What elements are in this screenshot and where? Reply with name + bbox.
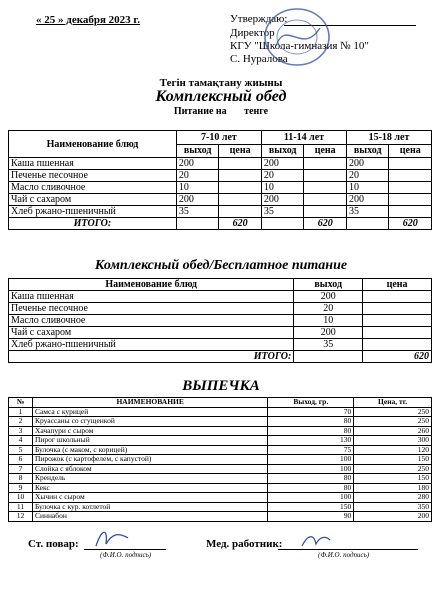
- header-output: выход: [294, 279, 363, 291]
- header-price: цена: [363, 279, 432, 291]
- table-row: [9, 436, 432, 446]
- table-row: [9, 339, 432, 351]
- header-price: цена: [219, 144, 262, 158]
- complex-lunch-title: Комплексный обед: [155, 88, 287, 105]
- item-name: Булочка с кур. котлетой: [32, 502, 267, 512]
- price-value: 250: [354, 464, 432, 474]
- price-value: [219, 182, 262, 194]
- item-name: Хычин с сыром: [32, 493, 267, 503]
- header-price: Цена, тг.: [354, 398, 432, 408]
- output-value: 80: [268, 474, 354, 484]
- row-number: 3: [9, 426, 33, 436]
- free-lunch-table: [8, 278, 432, 363]
- dish-name: Печенье песочное: [9, 303, 294, 315]
- row-number: 6: [9, 455, 33, 465]
- output-value: 10: [261, 182, 304, 194]
- medic-signature-line: [278, 549, 418, 550]
- table-row: [9, 315, 432, 327]
- price-value: [389, 182, 432, 194]
- total-value: 620: [363, 351, 432, 363]
- output-value: 10: [294, 315, 363, 327]
- table-row: [9, 158, 432, 170]
- output-value: 200: [176, 194, 219, 206]
- item-name: Хачапури с сыром: [32, 426, 267, 436]
- row-number: 9: [9, 483, 33, 493]
- row-number: 12: [9, 512, 33, 522]
- medic-label: Мед. работник:: [206, 538, 283, 550]
- medic-signature: [300, 528, 332, 550]
- table-row: [9, 194, 432, 206]
- output-value: 200: [261, 194, 304, 206]
- table-row: [9, 170, 432, 182]
- output-value: 100: [268, 493, 354, 503]
- dish-name: Каша пшенная: [9, 291, 294, 303]
- output-value: 20: [346, 170, 389, 182]
- output-value: 100: [268, 455, 354, 465]
- row-number: 11: [9, 502, 33, 512]
- total-value: 620: [304, 218, 347, 230]
- price-value: [304, 194, 347, 206]
- price-value: [363, 291, 432, 303]
- price-value: [219, 194, 262, 206]
- output-value: 10: [176, 182, 219, 194]
- item-name: Синнабон: [32, 512, 267, 522]
- price-value: [363, 303, 432, 315]
- output-value: 200: [346, 194, 389, 206]
- header-price: цена: [304, 144, 347, 158]
- output-value: 80: [268, 417, 354, 427]
- header-name: НАИМЕНОВАНИЕ: [32, 398, 267, 408]
- school-stamp: [262, 6, 332, 68]
- price-value: [363, 327, 432, 339]
- price-value: 150: [354, 455, 432, 465]
- age-group-7-10: 7-10 лет: [176, 131, 261, 145]
- item-name: Самса с курицей: [32, 407, 267, 417]
- total-value: 620: [219, 218, 262, 230]
- nutrition-subtitle: Питание на тенге: [173, 106, 269, 117]
- dish-name: Чай с сахаром: [9, 327, 294, 339]
- table-row: [9, 483, 432, 493]
- age-group-11-14: 11-14 лет: [261, 131, 346, 145]
- cook-label: Ст. повар:: [28, 538, 79, 550]
- output-value: 20: [261, 170, 304, 182]
- price-value: [389, 206, 432, 218]
- item-name: Слойка с яблоком: [32, 464, 267, 474]
- age-group-15-18: 15-18 лет: [346, 131, 431, 145]
- price-value: [389, 194, 432, 206]
- table-row: [9, 455, 432, 465]
- price-value: 250: [354, 417, 432, 427]
- price-value: [219, 206, 262, 218]
- cook-signature: [92, 524, 132, 552]
- row-number: 1: [9, 407, 33, 417]
- table-row: [9, 182, 432, 194]
- price-value: 300: [354, 436, 432, 446]
- price-value: 280: [354, 493, 432, 503]
- table-row: [9, 206, 432, 218]
- price-value: [304, 182, 347, 194]
- price-value: [389, 170, 432, 182]
- price-value: 120: [354, 445, 432, 455]
- approve-label: Утверждаю:: [230, 13, 288, 25]
- total-row: [9, 351, 432, 363]
- table-row: [9, 417, 432, 427]
- output-value: 80: [268, 483, 354, 493]
- output-value: 70: [268, 407, 354, 417]
- row-number: 4: [9, 436, 33, 446]
- director-name: С. Нуралова: [230, 53, 288, 65]
- header-price: цена: [389, 144, 432, 158]
- dish-name: Масло сливочное: [9, 182, 177, 194]
- total-label: ИТОГО:: [9, 351, 294, 363]
- table-row: [9, 512, 432, 522]
- cook-hint: (Ф.И.О. подпись): [100, 551, 152, 559]
- row-number: 8: [9, 474, 33, 484]
- output-value: 200: [176, 158, 219, 170]
- total-row: [9, 218, 432, 230]
- output-value: 20: [294, 303, 363, 315]
- table-row: [9, 464, 432, 474]
- output-value: 200: [294, 327, 363, 339]
- output-value: 150: [268, 502, 354, 512]
- price-value: [363, 315, 432, 327]
- header-dish: Наименование блюд: [9, 131, 177, 158]
- price-value: [363, 339, 432, 351]
- complex-lunch-table: [8, 130, 432, 230]
- price-value: 200: [354, 512, 432, 522]
- dish-name: Масло сливочное: [9, 315, 294, 327]
- output-value: 35: [176, 206, 219, 218]
- item-name: Пирог школьный: [32, 436, 267, 446]
- medic-hint: (Ф.И.О. подпись): [318, 551, 370, 559]
- dish-name: Печенье песочное: [9, 170, 177, 182]
- output-value: 80: [268, 426, 354, 436]
- table-row: [9, 493, 432, 503]
- free-meal-kz-title: Тегін тамақтану жиыны: [159, 77, 283, 89]
- output-value: 90: [268, 512, 354, 522]
- item-name: Пирожок (с картофелем, с капустой): [32, 455, 267, 465]
- row-number: 10: [9, 493, 33, 503]
- output-value: 100: [268, 464, 354, 474]
- price-value: 180: [354, 483, 432, 493]
- price-value: 250: [354, 407, 432, 417]
- row-number: 5: [9, 445, 33, 455]
- table-row: [9, 303, 432, 315]
- table-row: [9, 502, 432, 512]
- item-name: Крендель: [32, 474, 267, 484]
- price-value: [389, 158, 432, 170]
- output-value: 10: [346, 182, 389, 194]
- price-value: 150: [354, 474, 432, 484]
- menu-date: « 25 » декабря 2023 г.: [36, 14, 140, 26]
- row-number: 2: [9, 417, 33, 427]
- item-name: Булочка (с маком, с корицей): [32, 445, 267, 455]
- row-number: 7: [9, 464, 33, 474]
- output-value: 75: [268, 445, 354, 455]
- table-row: [9, 426, 432, 436]
- bakery-table: [8, 397, 432, 522]
- output-value: 130: [268, 436, 354, 446]
- table-row: [9, 327, 432, 339]
- table-row: [9, 474, 432, 484]
- item-name: Круассаны со сгущенкой: [32, 417, 267, 427]
- header-number: №: [9, 398, 33, 408]
- table-row: [9, 445, 432, 455]
- output-value: 35: [294, 339, 363, 351]
- output-value: 200: [261, 158, 304, 170]
- header-output: Выход, гр.: [268, 398, 354, 408]
- table-row: [9, 407, 432, 417]
- item-name: Кекс: [32, 483, 267, 493]
- output-value: 20: [176, 170, 219, 182]
- total-label: ИТОГО:: [9, 218, 177, 230]
- director-label: Директор: [230, 27, 275, 39]
- table-row: [9, 291, 432, 303]
- free-lunch-title: Комплексный обед/Бесплатное питание: [94, 258, 348, 273]
- dish-name: Хлеб ржано-пшеничный: [9, 339, 294, 351]
- dish-name: Чай с сахаром: [9, 194, 177, 206]
- bakery-title: ВЫПЕЧКА: [182, 378, 260, 394]
- output-value: 200: [346, 158, 389, 170]
- header-dish: Наименование блюд: [9, 279, 294, 291]
- dish-name: Хлеб ржано-пшеничный: [9, 206, 177, 218]
- price-value: [304, 170, 347, 182]
- dish-name: Каша пшенная: [9, 158, 177, 170]
- price-value: [304, 158, 347, 170]
- organization-name: КГУ "Школа-гимназия № 10": [230, 40, 369, 52]
- output-value: 35: [261, 206, 304, 218]
- header-output: выход: [346, 144, 389, 158]
- output-value: 200: [294, 291, 363, 303]
- price-value: 350: [354, 502, 432, 512]
- price-value: [219, 158, 262, 170]
- header-output: выход: [176, 144, 219, 158]
- total-value: 620: [389, 218, 432, 230]
- header-output: выход: [261, 144, 304, 158]
- price-value: 260: [354, 426, 432, 436]
- price-value: [304, 206, 347, 218]
- output-value: 35: [346, 206, 389, 218]
- price-value: [219, 170, 262, 182]
